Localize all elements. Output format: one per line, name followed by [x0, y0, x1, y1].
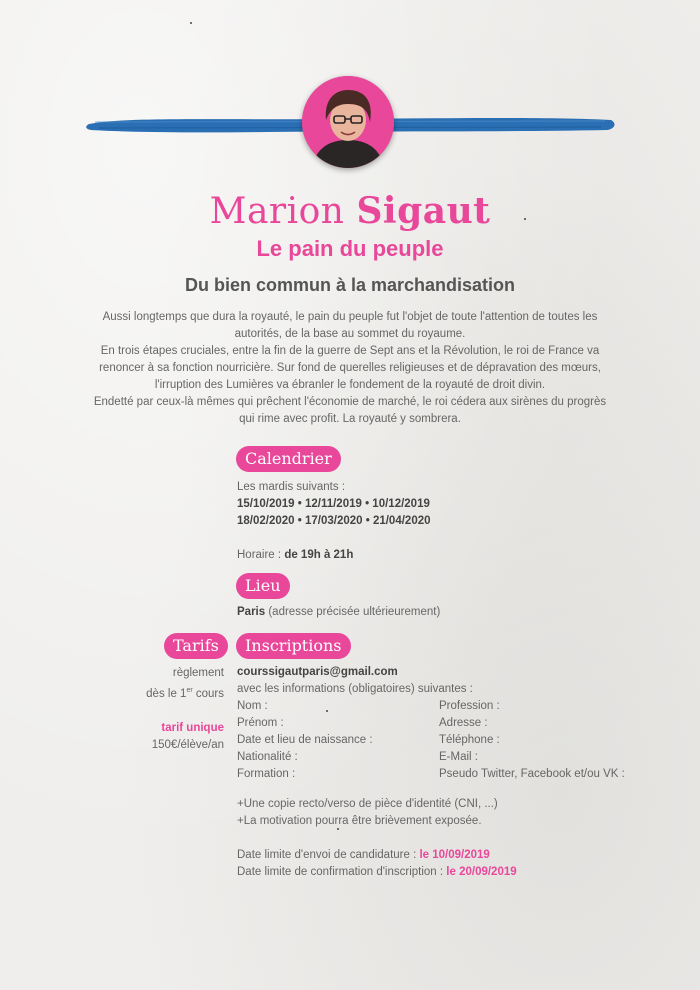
contact-email[interactable]: courssigautparis@gmail.com	[237, 666, 398, 678]
tarif-price: 150€/élève/an	[151, 738, 224, 751]
intro-paragraph: Endetté par ceux-là mêmes qui prêchent l'économie de marché, le roi cédera aux sirènes du progrès qui rime avec profit. La royauté y sombrera.	[93, 396, 607, 425]
lieu-section	[237, 604, 440, 621]
lieu-heading: Lieu	[236, 573, 290, 599]
author-first-name: Marion	[209, 191, 345, 232]
paper-speck	[190, 22, 192, 24]
field-label: Pseudo Twitter, Facebook et/ou VK :	[439, 768, 625, 780]
paper-speck	[524, 218, 526, 220]
author-name	[0, 190, 700, 232]
deadline-value: le 10/09/2019	[419, 849, 490, 861]
horaire-label: Horaire :	[237, 549, 282, 561]
tarifs-section	[130, 665, 224, 754]
inscriptions-section	[237, 664, 473, 698]
tarifs-line-2: dès le 1er cours	[146, 687, 224, 700]
calendrier-section	[237, 479, 431, 564]
paper-speck	[337, 828, 339, 830]
info-line: avec les informations (obligatoires) suivantes :	[237, 683, 473, 695]
course-subtitle: Du bien commun à la marchandisation	[184, 275, 516, 295]
tarifs-heading: Tarifs	[164, 633, 228, 659]
paper-speck	[326, 710, 328, 712]
dates-line-1: 15/10/2019 • 12/11/2019 • 10/12/2019	[237, 498, 430, 510]
author-last-name: Sigaut	[356, 190, 491, 232]
extra-requirement: +Une copie recto/verso de pièce d'identité (CNI, ...)	[237, 798, 498, 810]
deadline-label: Date limite d'envoi de candidature :	[237, 849, 417, 861]
field-label: Nationalité :	[237, 751, 298, 763]
intro-paragraph: En trois étapes cruciales, entre la fin de la guerre de Sept ans et la Révolution, le roi de France va renoncer à sa fonction nourricière. Sur fond de querelles religieuses et de dépravation des mœurs, l'irruption des Lumières va ébranler le fondement de la royauté de droit divin.	[99, 345, 601, 391]
inscriptions-extras	[237, 796, 517, 881]
dates-line-2: 18/02/2020 • 17/03/2020 • 21/04/2020	[237, 515, 431, 527]
author-portrait	[302, 76, 394, 168]
tarif-unique-label: tarif unique	[161, 721, 224, 734]
field-label: Formation :	[237, 768, 296, 780]
deadline-value: le 20/09/2019	[446, 866, 517, 878]
deadline-label: Date limite de confirmation d'inscription :	[237, 866, 444, 878]
tarifs-line-1: règlement	[172, 667, 224, 679]
extra-requirement: +La motivation pourra être brièvement exposée.	[237, 815, 482, 827]
inscriptions-heading: Inscriptions	[236, 633, 351, 659]
lieu-note: (adresse précisée ultérieurement)	[268, 606, 441, 618]
field-label: Prénom :	[237, 717, 284, 729]
lieu-city: Paris	[237, 606, 266, 618]
field-label: Date et lieu de naissance :	[237, 734, 373, 746]
intro-paragraph: Aussi longtemps que dura la royauté, le pain du peuple fut l'objet de toute l'attention de toutes les autorités, de la base au sommet du royaume.	[102, 311, 598, 340]
field-label: Téléphone :	[439, 734, 500, 746]
horaire-value: de 19h à 21h	[284, 549, 354, 561]
field-label: Nom :	[237, 700, 268, 712]
field-label: Profession :	[439, 700, 500, 712]
calendrier-heading: Calendrier	[236, 446, 341, 472]
field-label: E-Mail :	[439, 751, 478, 763]
intro-text	[92, 309, 608, 428]
calendrier-intro: Les mardis suivants :	[237, 481, 346, 493]
field-label: Adresse :	[439, 717, 488, 729]
course-title: Le pain du peuple	[256, 236, 444, 261]
